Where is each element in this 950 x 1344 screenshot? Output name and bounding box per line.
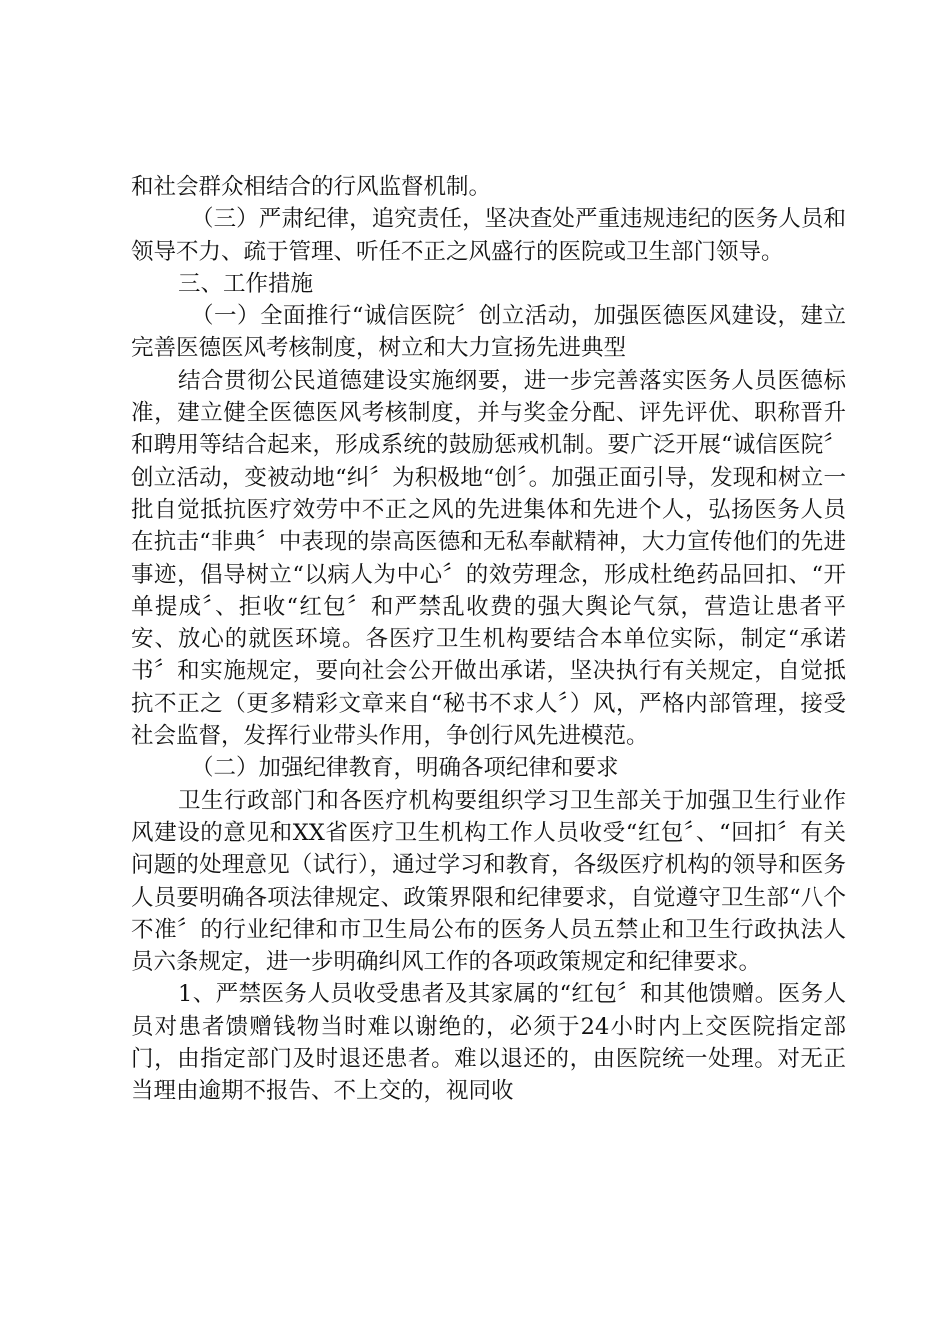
- paragraph-ethics-standards: 结合贯彻公民道德建设实施纲要，进一步完善落实医务人员医德标准，建立健全医德医风考核制度，并与奖金分配、评先评优、职称晋升和聘用等结合起来，形成系统的鼓励惩戒机制。要广泛开展“诚信医院〞创立活动，变被动地“纠〞为积极地“创〞。加强正面引导，发现和树立一批自觉抵抗医疗效劳中不正之风的先进集体和先进个人，弘扬医务人员在抗击“非典〞中表现的崇高医德和无私奉献精神，大力宣传他们的先进事迹，倡导树立“以病人为中心〞的效劳理念，形成杜绝药品回扣、“开单提成〞、拒收“红包〞和严禁乱收费的强大舆论气氛，营造让患者平安、放心的就医环境。各医疗卫生机构要结合本单位实际，制定“承诺书〞和实施规定，要向社会公开做出承诺，坚决执行有关规定，自觉抵抗不正之（更多精彩文章来自“秘书不求人〞）风，严格内部管理，接受社会监督，发挥行业带头作用，争创行风先进模范。: [131, 367, 846, 750]
- section-heading-measures: 三、工作措施: [178, 270, 314, 297]
- document-page: [131, 171, 846, 1108]
- subheading-integrity-hospital: （一）全面推行“诚信医院〞创立活动，加强医德医风建设，建立完善医德医风考核制度，树立和大力宣扬先进典型: [131, 303, 846, 362]
- subheading-discipline-education: （二）加强纪律教育，明确各项纪律和要求: [191, 755, 619, 782]
- paragraph-discipline: （三）严肃纪律，追究责任，坚决查处严重违规违纪的医务人员和领导不力、疏于管理、听任不正之风盛行的医院或卫生部门领导。: [131, 206, 846, 265]
- paragraph-continuation: 和社会群众相结合的行风监督机制。: [131, 174, 492, 200]
- paragraph-rule-1: 1、严禁医务人员收受患者及其家属的“红包〞和其他馈赠。医务人员对患者馈赠钱物当时难以谢绝的，必须于24小时内上交医院指定部门，由指定部门及时退还患者。难以退还的，由医院统一处理。对无正当理由逾期不报告、不上交的，视同收: [131, 981, 846, 1105]
- paragraph-study-regulations: 卫生行政部门和各医疗机构要组织学习卫生部关于加强卫生行业作风建设的意见和XX省医疗卫生机构工作人员收受“红包〞、“回扣〞有关问题的处理意见（试行），通过学习和教育，各级医疗机构的领导和医务人员要明确各项法律规定、政策界限和纪律要求，自觉遵守卫生部“八个不准〞的行业纪律和市卫生局公布的医务人员五禁止和卫生行政执法人员六条规定，进一步明确纠风工作的各项政策规定和纪律要求。: [131, 787, 846, 976]
